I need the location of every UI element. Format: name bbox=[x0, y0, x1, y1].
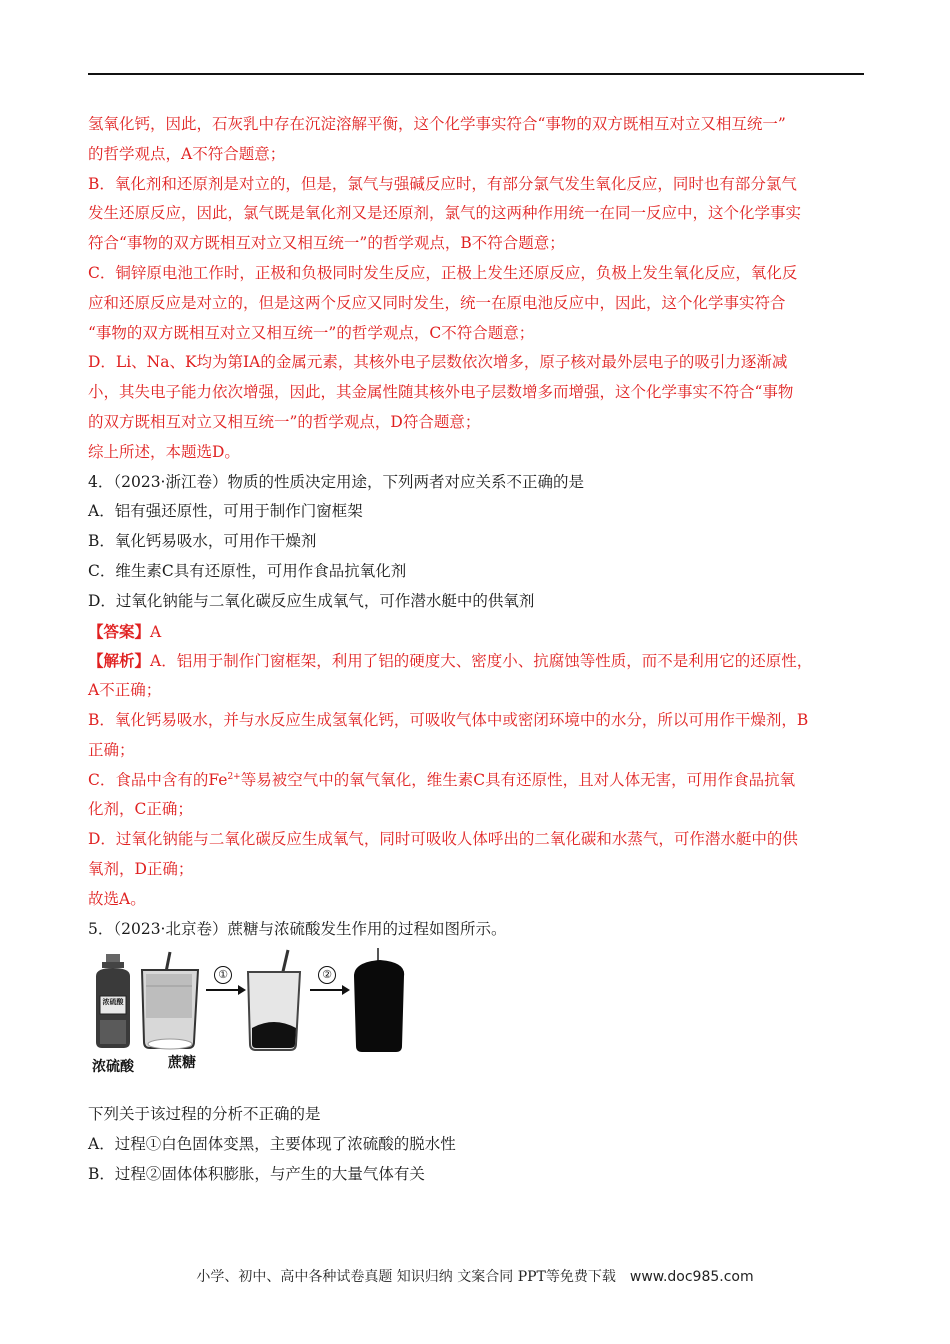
answer-label: 【答案】 bbox=[88, 621, 151, 641]
beaker-sugar-icon bbox=[142, 952, 198, 1049]
text-line: 氢氧化钙，因此，石灰乳中存在沉淀溶解平衡，这个化学事实符合“事物的双方既相互对立又相互统一” bbox=[88, 115, 786, 133]
text-line: 化剂，C正确； bbox=[88, 800, 193, 819]
experiment-illustration bbox=[88, 946, 418, 1096]
question-5-prompt: 下列关于该过程的分析不正确的是 bbox=[88, 1105, 321, 1124]
text-line: 的哲学观点，A不符合题意； bbox=[88, 144, 286, 163]
text-line: D．Li、Na、K均为第ⅠA的金属元素，其核外电子层数依次增多，原子核对最外层电子的吸引力逐渐减 bbox=[88, 353, 788, 372]
text-line: B．氧化剂和还原剂是对立的，但是，氯气与强碱反应时，有部分氯气发生氧化反应，同时也有部分氯气 bbox=[88, 174, 797, 193]
text-line: D．过氧化钠能与二氧化碳反应生成氧气，同时可吸收人体呼出的二氧化碳和水蒸气，可作潜水艇中的供 bbox=[88, 830, 798, 849]
text-line: 氧剂，D正确； bbox=[88, 859, 194, 878]
header-rule bbox=[88, 73, 864, 75]
answer-line bbox=[88, 617, 864, 647]
text-line: “事物的双方既相互对立又相互统一”的哲学观点，C不符合题意； bbox=[88, 323, 535, 342]
label-concentrated-sulfuric-acid: 浓硫酸 bbox=[92, 1059, 134, 1076]
text-line: C．铜锌原电池工作时，正极和负极同时发生反应，正极上发生还原反应，负极上发生氧化反应，氧化反 bbox=[88, 263, 798, 282]
text-line: C．食品中含有的$Fe^{2+}$等易被空气中的氧气氧化，维生素C具有还原性，且对人体无害，可用作食品抗氧 bbox=[88, 770, 796, 789]
question-4-option-a: A．铝有强还原性，可用于制作门窗框架 bbox=[88, 502, 363, 521]
text-line: 发生还原反应，因此，氯气既是氧化剂又是还原剂，氯气的这两种作用统一在同一反应中，这个化学事实 bbox=[88, 204, 802, 223]
beaker-expanded-black-icon bbox=[354, 948, 404, 1052]
step-2-marker: ② bbox=[318, 966, 336, 984]
footer-text: 小学、初中、高中各种试卷真题 知识归纳 文案合同 PPT等免费下载 bbox=[196, 1269, 616, 1285]
bottle-tag: 浓硫酸 bbox=[102, 997, 124, 1007]
experiment-figure bbox=[88, 946, 418, 1096]
explanation-label: 【解析】 bbox=[88, 651, 151, 671]
text-line: 应和还原反应是对立的，但是这两个反应又同时发生，统一在原电池反应中，因此，这个化学事实符合 bbox=[88, 293, 786, 312]
text-line: 综上所述，本题选D。 bbox=[88, 442, 240, 461]
step-1-marker: ① bbox=[214, 966, 232, 984]
question-5-stem: 5．（2023·北京卷）蔗糖与浓硫酸发生作用的过程如图所示。 bbox=[88, 919, 507, 938]
question-5-option-a: A．过程①白色固体变黑，主要体现了浓硫酸的脱水性 bbox=[88, 1135, 456, 1154]
text-line: A不正确； bbox=[88, 681, 162, 700]
question-4-option-c: C．维生素C具有还原性，可用作食品抗氧化剂 bbox=[88, 561, 407, 580]
text-line: 小，其失电子能力依次增强，因此，其金属性随其核外电子层数增多而增强，这个化学事实不符合“事物 bbox=[88, 383, 794, 402]
text-line: 符合“事物的双方既相互对立又相互统一”的哲学观点，B不符合题意； bbox=[88, 234, 565, 253]
question-4-option-d: D．过氧化钠能与二氧化碳反应生成氧气，可作潜水艇中的供氧剂 bbox=[88, 591, 535, 610]
page-footer bbox=[0, 1266, 950, 1286]
text-line: 正确； bbox=[88, 740, 135, 759]
question-4-option-b: B．氧化钙易吸水，可用作干燥剂 bbox=[88, 532, 317, 551]
text-line: 故选A。 bbox=[88, 889, 146, 908]
label-sucrose: 蔗糖 bbox=[168, 1055, 196, 1072]
text-line: 的双方既相互对立又相互统一”的哲学观点，D符合题意； bbox=[88, 412, 481, 431]
answer-value: A bbox=[150, 622, 162, 641]
footer-site-link[interactable]: www.doc985.com bbox=[629, 1269, 754, 1285]
explanation-line: 【解析】A．铝用于制作门窗框架，利用了铝的硬度大、密度小、抗腐蚀等性质，而不是利用它的还原性， bbox=[88, 651, 813, 671]
question-4-stem: 4．（2023·浙江卷）物质的性质决定用途，下列两者对应关系不正确的是 bbox=[88, 472, 584, 491]
document-body bbox=[88, 110, 864, 1190]
beaker-blackening-icon bbox=[248, 950, 300, 1050]
question-5-option-b: B．过程②固体体积膨胀，与产生的大量气体有关 bbox=[88, 1164, 425, 1183]
text-line: B．氧化钙易吸水，并与水反应生成氢氧化钙，可吸收气体中或密闭环境中的水分，所以可用作干燥剂，B bbox=[88, 710, 809, 729]
